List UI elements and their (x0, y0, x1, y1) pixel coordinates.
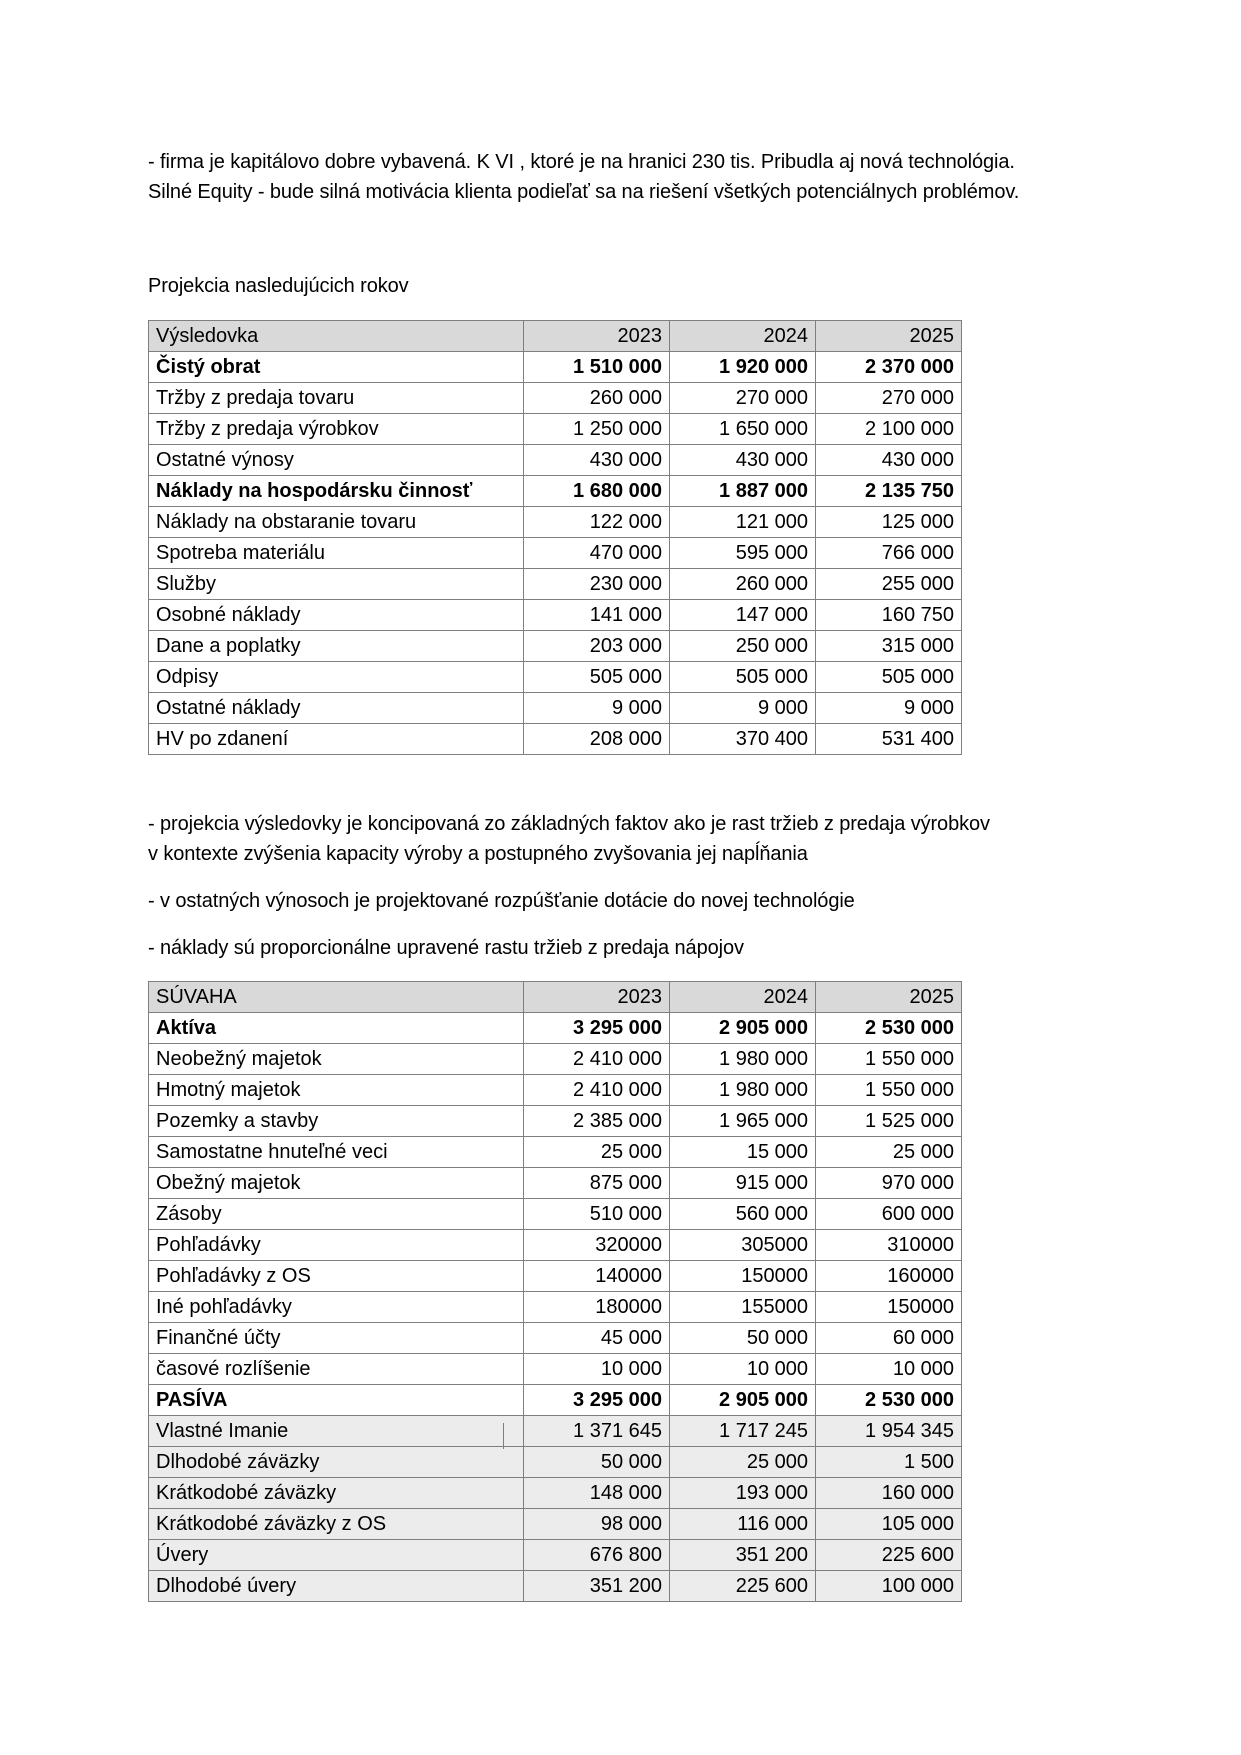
row-label-cell: Tržby z predaja tovaru (149, 383, 524, 414)
row-label-cell: Dane a poplatky (149, 631, 524, 662)
table-row (149, 383, 962, 414)
row-label-cell: Neobežný majetok (149, 1044, 524, 1075)
value-cell: 305000 (670, 1230, 816, 1261)
balance-sheet-table (148, 981, 962, 1602)
intro-line-1: - firma je kapitálovo dobre vybavená. K VI , ktoré je na hranici 230 tis. Pribudla aj nová technológia. (148, 151, 1015, 173)
value-cell: 510 000 (524, 1199, 670, 1230)
table-row (149, 1571, 962, 1602)
value-cell: 2 530 000 (816, 1013, 962, 1044)
value-cell: 50 000 (670, 1323, 816, 1354)
value-cell: 2 100 000 (816, 414, 962, 445)
table-row (149, 600, 962, 631)
note-1-line-1: - projekcia výsledovky je koncipovaná zo základných faktov ako je rast tržieb z predaja výrobkov (148, 813, 990, 835)
value-cell: 2 410 000 (524, 1075, 670, 1106)
value-cell: 1 717 245 (670, 1416, 816, 1447)
table-row (149, 1137, 962, 1168)
value-cell: 150000 (816, 1292, 962, 1323)
value-cell: 351 200 (524, 1571, 670, 1602)
row-label-cell: Náklady na hospodársku činnosť (149, 476, 524, 507)
value-cell: 9 000 (816, 693, 962, 724)
row-label-cell: Služby (149, 569, 524, 600)
row-label-cell: Aktíva (149, 1013, 524, 1044)
value-cell: 25 000 (670, 1447, 816, 1478)
value-cell: 193 000 (670, 1478, 816, 1509)
value-cell: 9 000 (524, 693, 670, 724)
value-cell: 2 530 000 (816, 1385, 962, 1416)
value-cell: 1 965 000 (670, 1106, 816, 1137)
value-cell: 560 000 (670, 1199, 816, 1230)
table-row (149, 569, 962, 600)
year-header-cell: 2024 (670, 321, 816, 352)
row-label-cell: Spotreba materiálu (149, 538, 524, 569)
value-cell: 98 000 (524, 1509, 670, 1540)
value-cell: 315 000 (816, 631, 962, 662)
value-cell: 148 000 (524, 1478, 670, 1509)
table-row (149, 662, 962, 693)
value-cell: 50 000 (524, 1447, 670, 1478)
value-cell: 250 000 (670, 631, 816, 662)
value-cell: 25 000 (816, 1137, 962, 1168)
value-cell: 2 410 000 (524, 1044, 670, 1075)
value-cell: 1 550 000 (816, 1044, 962, 1075)
table-row (149, 1044, 962, 1075)
value-cell: 2 385 000 (524, 1106, 670, 1137)
projection-heading: Projekcia nasledujúcich rokov (148, 275, 409, 297)
row-label-cell: časové rozlíšenie (149, 1354, 524, 1385)
row-label-cell: Ostatné výnosy (149, 445, 524, 476)
table-row (149, 1354, 962, 1385)
row-label-cell: Krátkodobé záväzky (149, 1478, 524, 1509)
value-cell: 230 000 (524, 569, 670, 600)
value-cell: 1 680 000 (524, 476, 670, 507)
value-cell: 766 000 (816, 538, 962, 569)
value-cell: 1 550 000 (816, 1075, 962, 1106)
income-statement-table (148, 320, 962, 755)
table-row (149, 1230, 962, 1261)
value-cell: 1 510 000 (524, 352, 670, 383)
table-row (149, 414, 962, 445)
note-3: - náklady sú proporcionálne upravené rastu tržieb z predaja nápojov (148, 937, 744, 959)
value-cell: 505 000 (524, 662, 670, 693)
value-cell: 430 000 (524, 445, 670, 476)
value-cell: 2 370 000 (816, 352, 962, 383)
value-cell: 1 980 000 (670, 1075, 816, 1106)
row-label-cell: Odpisy (149, 662, 524, 693)
row-label-cell: Samostatne hnuteľné veci (149, 1137, 524, 1168)
value-cell: 270 000 (670, 383, 816, 414)
row-label-cell: Tržby z predaja výrobkov (149, 414, 524, 445)
row-label-cell: Pozemky a stavby (149, 1106, 524, 1137)
table-title-cell: SÚVAHA (149, 982, 524, 1013)
row-label-cell: Náklady na obstaranie tovaru (149, 507, 524, 538)
value-cell: 430 000 (816, 445, 962, 476)
value-cell: 3 295 000 (524, 1385, 670, 1416)
value-cell: 155000 (670, 1292, 816, 1323)
value-cell: 10 000 (670, 1354, 816, 1385)
value-cell: 160 750 (816, 600, 962, 631)
table-row (149, 1106, 962, 1137)
value-cell: 160000 (816, 1261, 962, 1292)
table-row (149, 1509, 962, 1540)
value-cell: 3 295 000 (524, 1013, 670, 1044)
row-label-cell: PASÍVA (149, 1385, 524, 1416)
value-cell: 1 500 (816, 1447, 962, 1478)
value-cell: 260 000 (524, 383, 670, 414)
row-label-cell: Iné pohľadávky (149, 1292, 524, 1323)
row-label-cell: Pohľadávky z OS (149, 1261, 524, 1292)
row-label-cell: Osobné náklady (149, 600, 524, 631)
value-cell: 15 000 (670, 1137, 816, 1168)
row-label-cell: Hmotný majetok (149, 1075, 524, 1106)
value-cell: 147 000 (670, 600, 816, 631)
value-cell: 505 000 (816, 662, 962, 693)
table-row (149, 538, 962, 569)
value-cell: 150000 (670, 1261, 816, 1292)
value-cell: 45 000 (524, 1323, 670, 1354)
value-cell: 1 250 000 (524, 414, 670, 445)
row-label-cell: Ostatné náklady (149, 693, 524, 724)
row-label-cell: Dlhodobé záväzky (149, 1447, 524, 1478)
table-header-row (149, 321, 962, 352)
row-label-cell: Obežný majetok (149, 1168, 524, 1199)
table-row (149, 1075, 962, 1106)
value-cell: 270 000 (816, 383, 962, 414)
value-cell: 2 905 000 (670, 1013, 816, 1044)
value-cell: 122 000 (524, 507, 670, 538)
value-cell: 1 650 000 (670, 414, 816, 445)
value-cell: 208 000 (524, 724, 670, 755)
table-row (149, 352, 962, 383)
value-cell: 1 371 645 (524, 1416, 670, 1447)
value-cell: 9 000 (670, 693, 816, 724)
value-cell: 60 000 (816, 1323, 962, 1354)
row-label-cell: Vlastné Imanie (149, 1416, 524, 1447)
table-title-cell: Výsledovka (149, 321, 524, 352)
value-cell: 141 000 (524, 600, 670, 631)
value-cell: 531 400 (816, 724, 962, 755)
row-label-cell: Úvery (149, 1540, 524, 1571)
row-label-cell: Finančné účty (149, 1323, 524, 1354)
table-row (149, 631, 962, 662)
table-row (149, 1540, 962, 1571)
value-cell: 595 000 (670, 538, 816, 569)
value-cell: 2 135 750 (816, 476, 962, 507)
table-row (149, 1447, 962, 1478)
value-cell: 140000 (524, 1261, 670, 1292)
value-cell: 100 000 (816, 1571, 962, 1602)
table-row (149, 507, 962, 538)
value-cell: 320000 (524, 1230, 670, 1261)
row-label-cell: Dlhodobé úvery (149, 1571, 524, 1602)
year-header-cell: 2023 (524, 982, 670, 1013)
row-label-cell: Zásoby (149, 1199, 524, 1230)
row-label-cell: HV po zdanení (149, 724, 524, 755)
value-cell: 180000 (524, 1292, 670, 1323)
value-cell: 255 000 (816, 569, 962, 600)
table-row (149, 1199, 962, 1230)
value-cell: 160 000 (816, 1478, 962, 1509)
note-2: - v ostatných výnosoch je projektované rozpúšťanie dotácie do novej technológie (148, 890, 855, 912)
table-row (149, 445, 962, 476)
value-cell: 1 525 000 (816, 1106, 962, 1137)
value-cell: 10 000 (816, 1354, 962, 1385)
value-cell: 915 000 (670, 1168, 816, 1199)
table-row (149, 1292, 962, 1323)
value-cell: 875 000 (524, 1168, 670, 1199)
intro-line-2: Silné Equity - bude silná motivácia klienta podieľať sa na riešení všetkých potenciálnych problémov. (148, 181, 1020, 203)
value-cell: 370 400 (670, 724, 816, 755)
value-cell: 1 954 345 (816, 1416, 962, 1447)
table-row (149, 724, 962, 755)
value-cell: 2 905 000 (670, 1385, 816, 1416)
value-cell: 310000 (816, 1230, 962, 1261)
value-cell: 676 800 (524, 1540, 670, 1571)
table-row (149, 693, 962, 724)
value-cell: 351 200 (670, 1540, 816, 1571)
value-cell: 105 000 (816, 1509, 962, 1540)
year-header-cell: 2025 (816, 321, 962, 352)
table-row (149, 1168, 962, 1199)
year-header-cell: 2024 (670, 982, 816, 1013)
value-cell: 1 920 000 (670, 352, 816, 383)
table-row (149, 476, 962, 507)
table-row (149, 1323, 962, 1354)
value-cell: 203 000 (524, 631, 670, 662)
value-cell: 1 887 000 (670, 476, 816, 507)
row-label-cell: Čistý obrat (149, 352, 524, 383)
table-row (149, 1261, 962, 1292)
table-row (149, 1013, 962, 1044)
year-header-cell: 2025 (816, 982, 962, 1013)
value-cell: 505 000 (670, 662, 816, 693)
value-cell: 121 000 (670, 507, 816, 538)
table-row (149, 1478, 962, 1509)
row-label-cell: Krátkodobé záväzky z OS (149, 1509, 524, 1540)
value-cell: 430 000 (670, 445, 816, 476)
table-row (149, 1416, 962, 1447)
note-1-line-2: v kontexte zvýšenia kapacity výroby a postupného zvyšovania jej napĺňania (148, 843, 808, 865)
table-row (149, 1385, 962, 1416)
value-cell: 125 000 (816, 507, 962, 538)
value-cell: 116 000 (670, 1509, 816, 1540)
table-header-row (149, 982, 962, 1013)
row-label-cell: Pohľadávky (149, 1230, 524, 1261)
value-cell: 470 000 (524, 538, 670, 569)
value-cell: 25 000 (524, 1137, 670, 1168)
value-cell: 225 600 (670, 1571, 816, 1602)
value-cell: 600 000 (816, 1199, 962, 1230)
value-cell: 10 000 (524, 1354, 670, 1385)
value-cell: 225 600 (816, 1540, 962, 1571)
year-header-cell: 2023 (524, 321, 670, 352)
cell-divider (503, 1423, 504, 1449)
value-cell: 970 000 (816, 1168, 962, 1199)
value-cell: 1 980 000 (670, 1044, 816, 1075)
value-cell: 260 000 (670, 569, 816, 600)
